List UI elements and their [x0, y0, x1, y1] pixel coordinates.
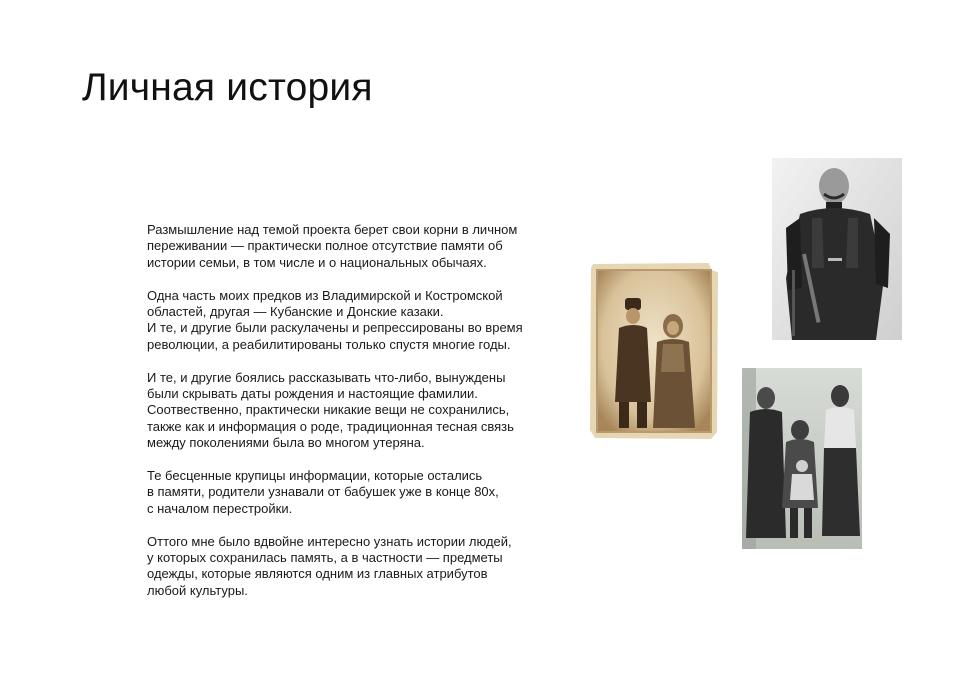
- paragraph-5: Оттого мне было вдвойне интересно узнать истории людей, у которых сохранилась память, а в частности — предметы одежды, которые являются одним из главных атрибутов любой культуры.: [147, 533, 512, 598]
- page-title: Личная история: [82, 66, 373, 109]
- paragraph-1: Размышление над темой проекта берет свои корни в личном переживании — практически полное отсутствие памяти об истории семьи, в том числе и о национальных обычаях.: [147, 222, 518, 270]
- article-text: [147, 222, 567, 616]
- paragraph-4: Те бесценные крупицы информации, которые остались в памяти, родители узнавали от бабушек уже в конце 80х, с началом перестройки.: [147, 468, 499, 516]
- cossack-man-photo: [772, 158, 902, 340]
- paragraph-3: И те, и другие боялись рассказывать что-либо, вынуждены были скрывать даты рождения и настоящие фамилии. Соотвественно, практически никакие вещи не сохранились, также как и информация о роде, традиционная тесная связь между поколениями была во многом утеряна.: [147, 369, 514, 451]
- paragraph-2: Одна часть моих предков из Владимирской и Костромской областей, другая — Кубанские и Донские казаки. И те, и другие были раскулачены и репрессированы во время революции, а реабилитированы только спустя многие годы.: [147, 287, 523, 352]
- family-group-photo: [742, 368, 862, 549]
- sepia-couple-photo: [589, 262, 719, 440]
